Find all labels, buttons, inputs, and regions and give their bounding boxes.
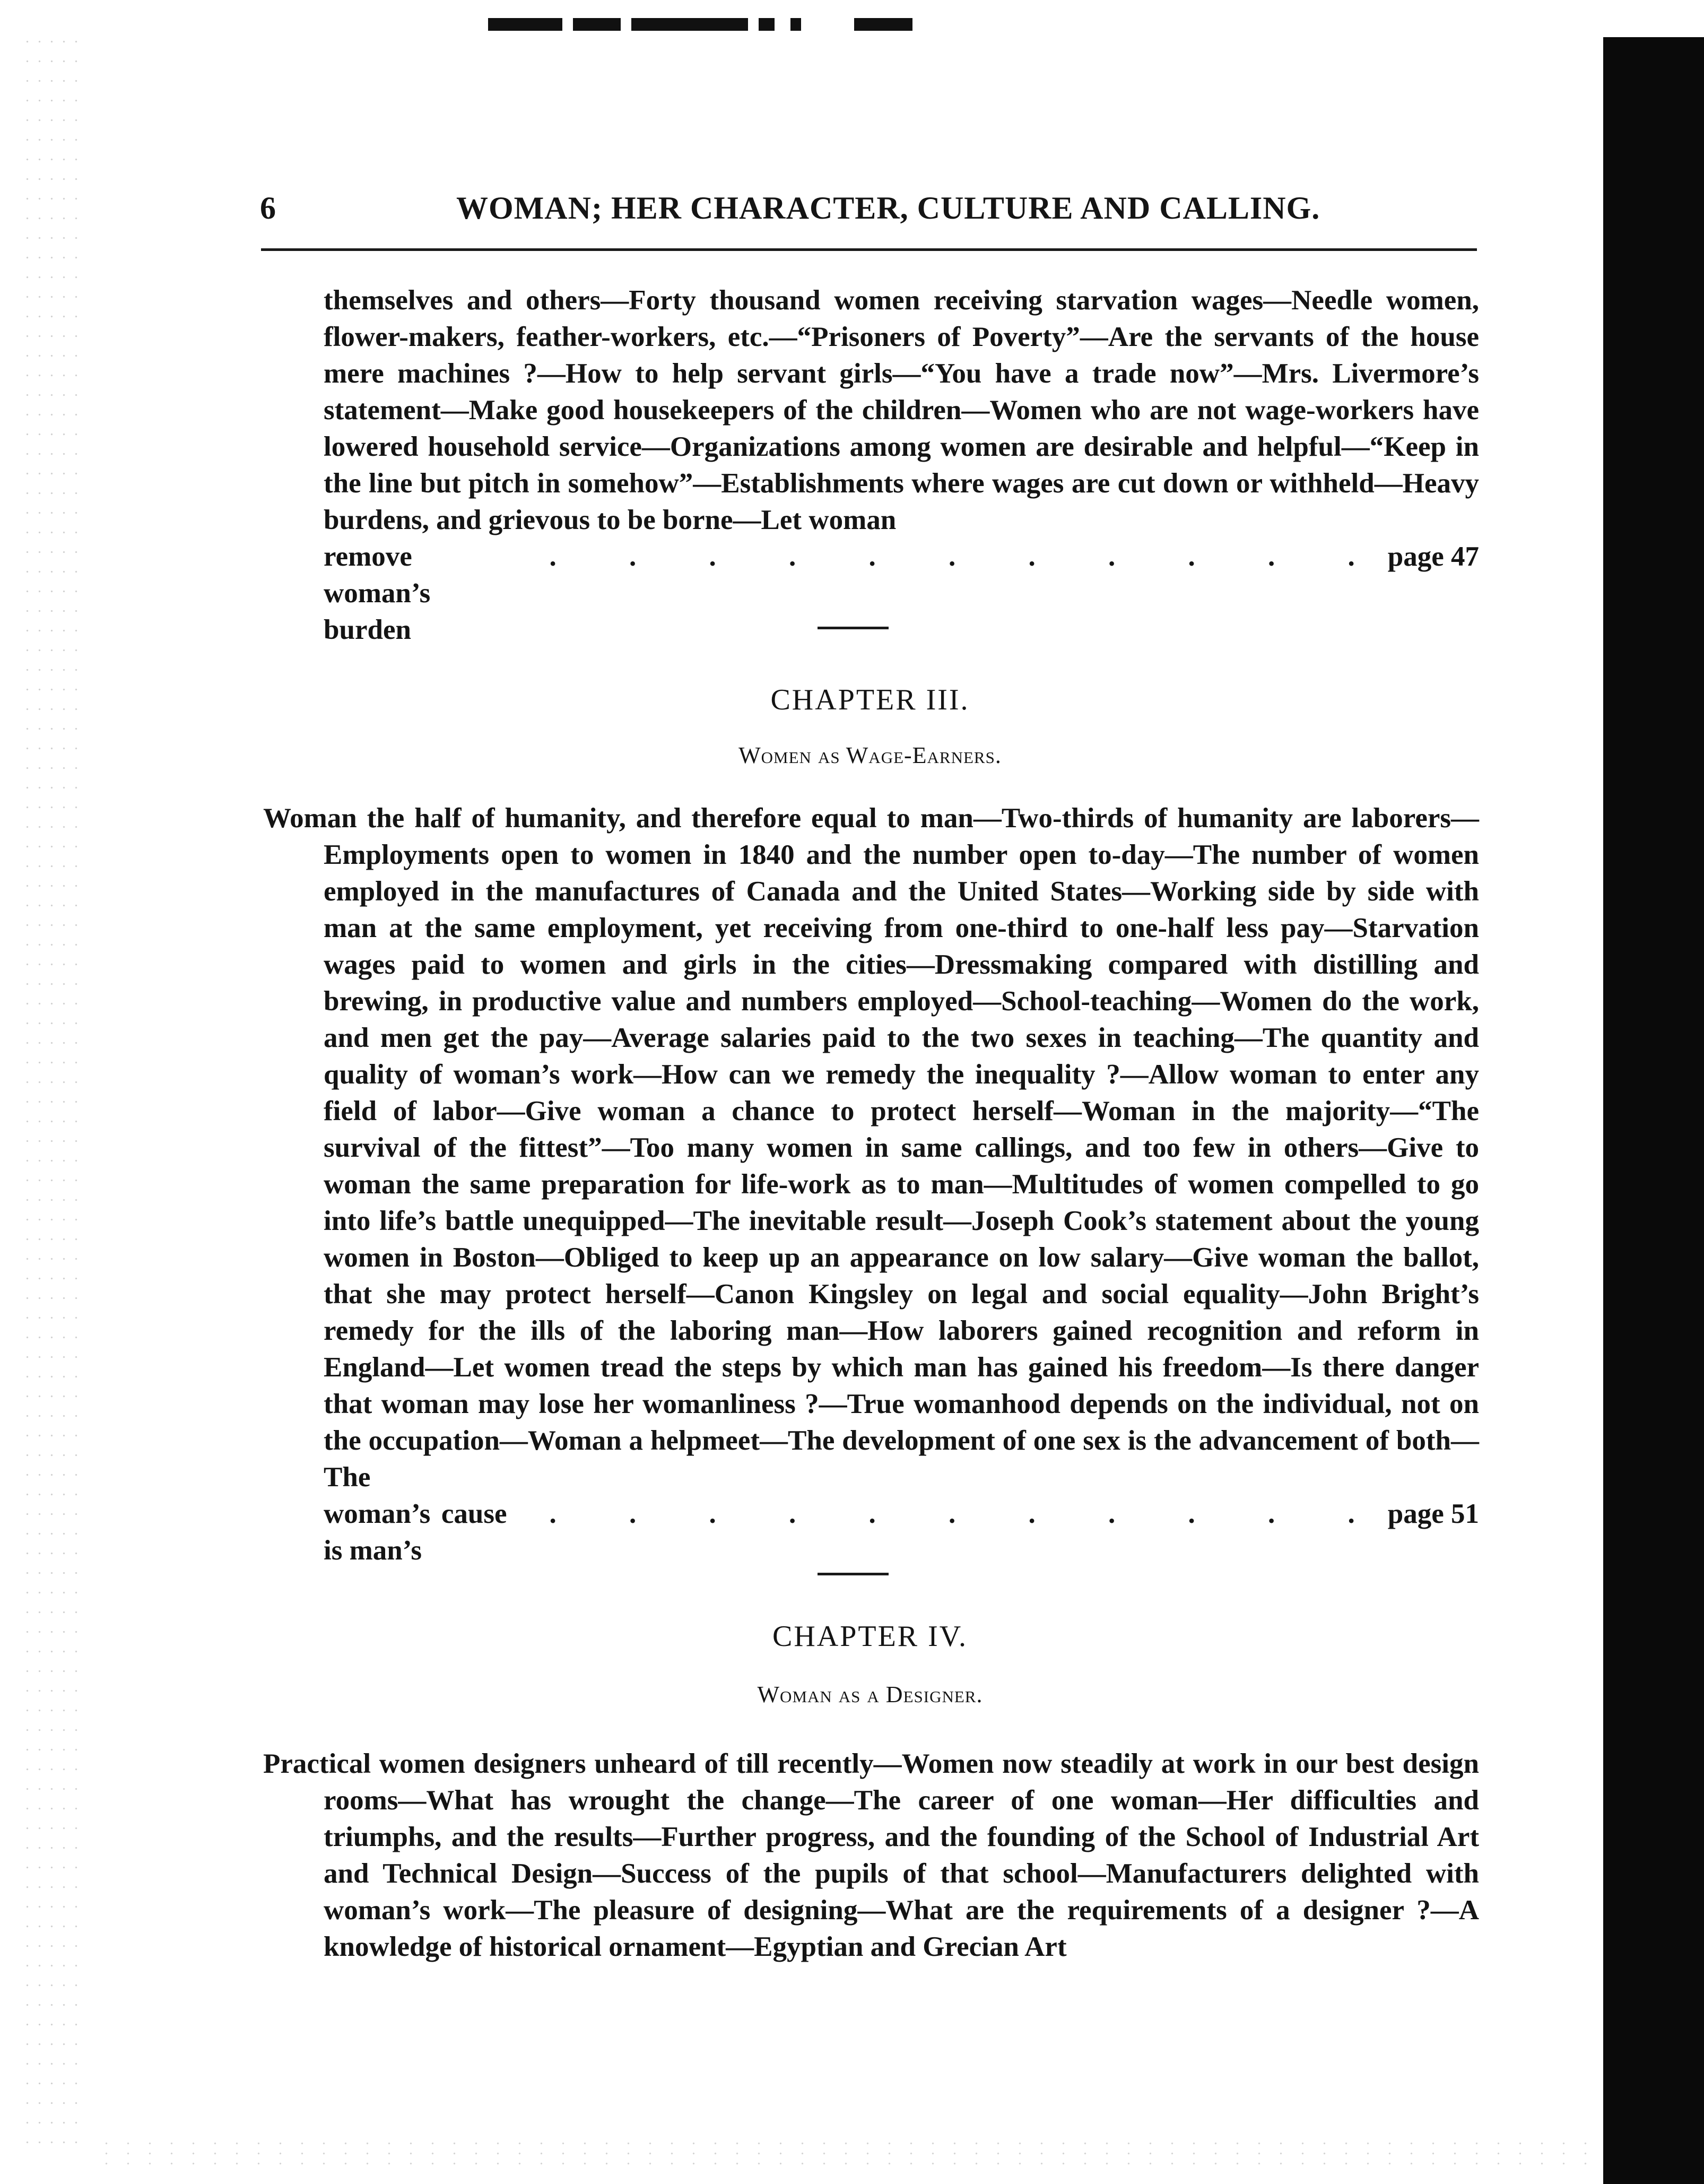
summary-paragraph: Practical women designers unheard of till recently—Women now steadily at work in our best design rooms—What has wrought the change—The career of one woman—Her difficulties and triumphs, and the results—Further progress, and the founding of the School of Industrial Art and Technical Design—Success of the pupils of that school—Manufacturers delighted with woman’s work—The pleasure of designing—What are the requirements of a designer ?—A knowledge of historical ornament—Egyptian and Grecian Art [263,1748,1479,1962]
section-separator [818,627,889,629]
summary-paragraph: themselves and others—Forty thousand women receiving starvation wages—Needle women, flower-makers, feather-workers, etc.—“Prisoners of Poverty”—Are the servants of the house mere machines ?—How to help servant girls—“You have a trade now”—Mrs. Livermore’s statement—Make good housekeepers of the children—Women who are not wage-workers have lowered household service—Organizations among women are desirable and helpful—“Keep in the line but pitch in somehow”—Establishments where wages are cut down or withheld—Heavy burdens, and grievous to be borne—Let woman [324,285,1479,535]
last-line-text: remove woman’s burden [324,541,431,645]
scan-binding-shadow [1603,37,1704,2184]
page-number: 6 [260,190,276,226]
summary-last-line [324,1496,1479,1569]
running-title: WOMAN; HER CHARACTER, CULTURE AND CALLING. [456,190,1320,226]
page-reference: page 47 [1387,541,1479,572]
header-rule [261,248,1477,251]
summary-last-line [324,539,1479,648]
chapter-heading: CHAPTER IV. [772,1620,968,1653]
dot-leader: . . . . . . . . . . . [549,1498,1388,1529]
page-header [260,190,1480,232]
dot-leader: . . . . . . . . . . . [549,541,1388,572]
chapter-subtitle: Woman as a Designer. [757,1682,983,1708]
last-line-text: woman’s cause is man’s [324,1498,507,1566]
continued-chapter-summary [324,282,1479,648]
section-separator [818,1573,889,1575]
scan-artifact-top-marks [483,18,960,32]
chapter-summary [263,800,1479,1569]
page-reference: page 51 [1387,1498,1479,1529]
scan-edge-noise-bottom [95,2138,1592,2170]
summary-paragraph: Woman the half of humanity, and therefore equal to man—Two-thirds of humanity are laborers—Employments open to women in 1840 and the number open to-day—The number of women employed in the manufactures of Canada and the United States—Working side by side with man at the same employment, yet receiving from one-third to one-half less pay—Starvation wages paid to women and girls in the cities—Dressmaking compared with distilling and brewing, in productive value and numbers employed—School-teaching—Women do the work, and men get the pay—Average salaries paid to the two sexes in teaching—The quantity and quality of woman’s work—How can we remedy the inequality ?—Allow woman to enter any field of labor—Give woman a chance to protect herself—Woman in the majority—“The survival of the fittest”—Too many women in same callings, and too few in others—Give to woman the same preparation for life-work as to man—Multitudes of women compelled to go into life’s battle unequipped—The inevitable result—Joseph Cook’s statement about the young women in Boston—Obliged to keep up an appearance on low salary—Give woman the ballot, that she may protect herself—Canon Kingsley on legal and social equality—John Bright’s remedy for the ills of the laboring man—How laborers gained recognition and reform in England—Let women tread the steps by which man has gained his freedom—Is there danger that woman may lose her womanliness ?—True womanhood depends on the individual, not on the occupation—Woman a helpmeet—The development of one sex is the advancement of both—The [263,803,1479,1493]
chapter-summary [263,1746,1479,1965]
chapter-heading: CHAPTER III. [770,683,970,716]
scan-edge-noise-left [21,32,85,2144]
chapter-subtitle: Women as Wage-Earners. [738,742,1002,768]
